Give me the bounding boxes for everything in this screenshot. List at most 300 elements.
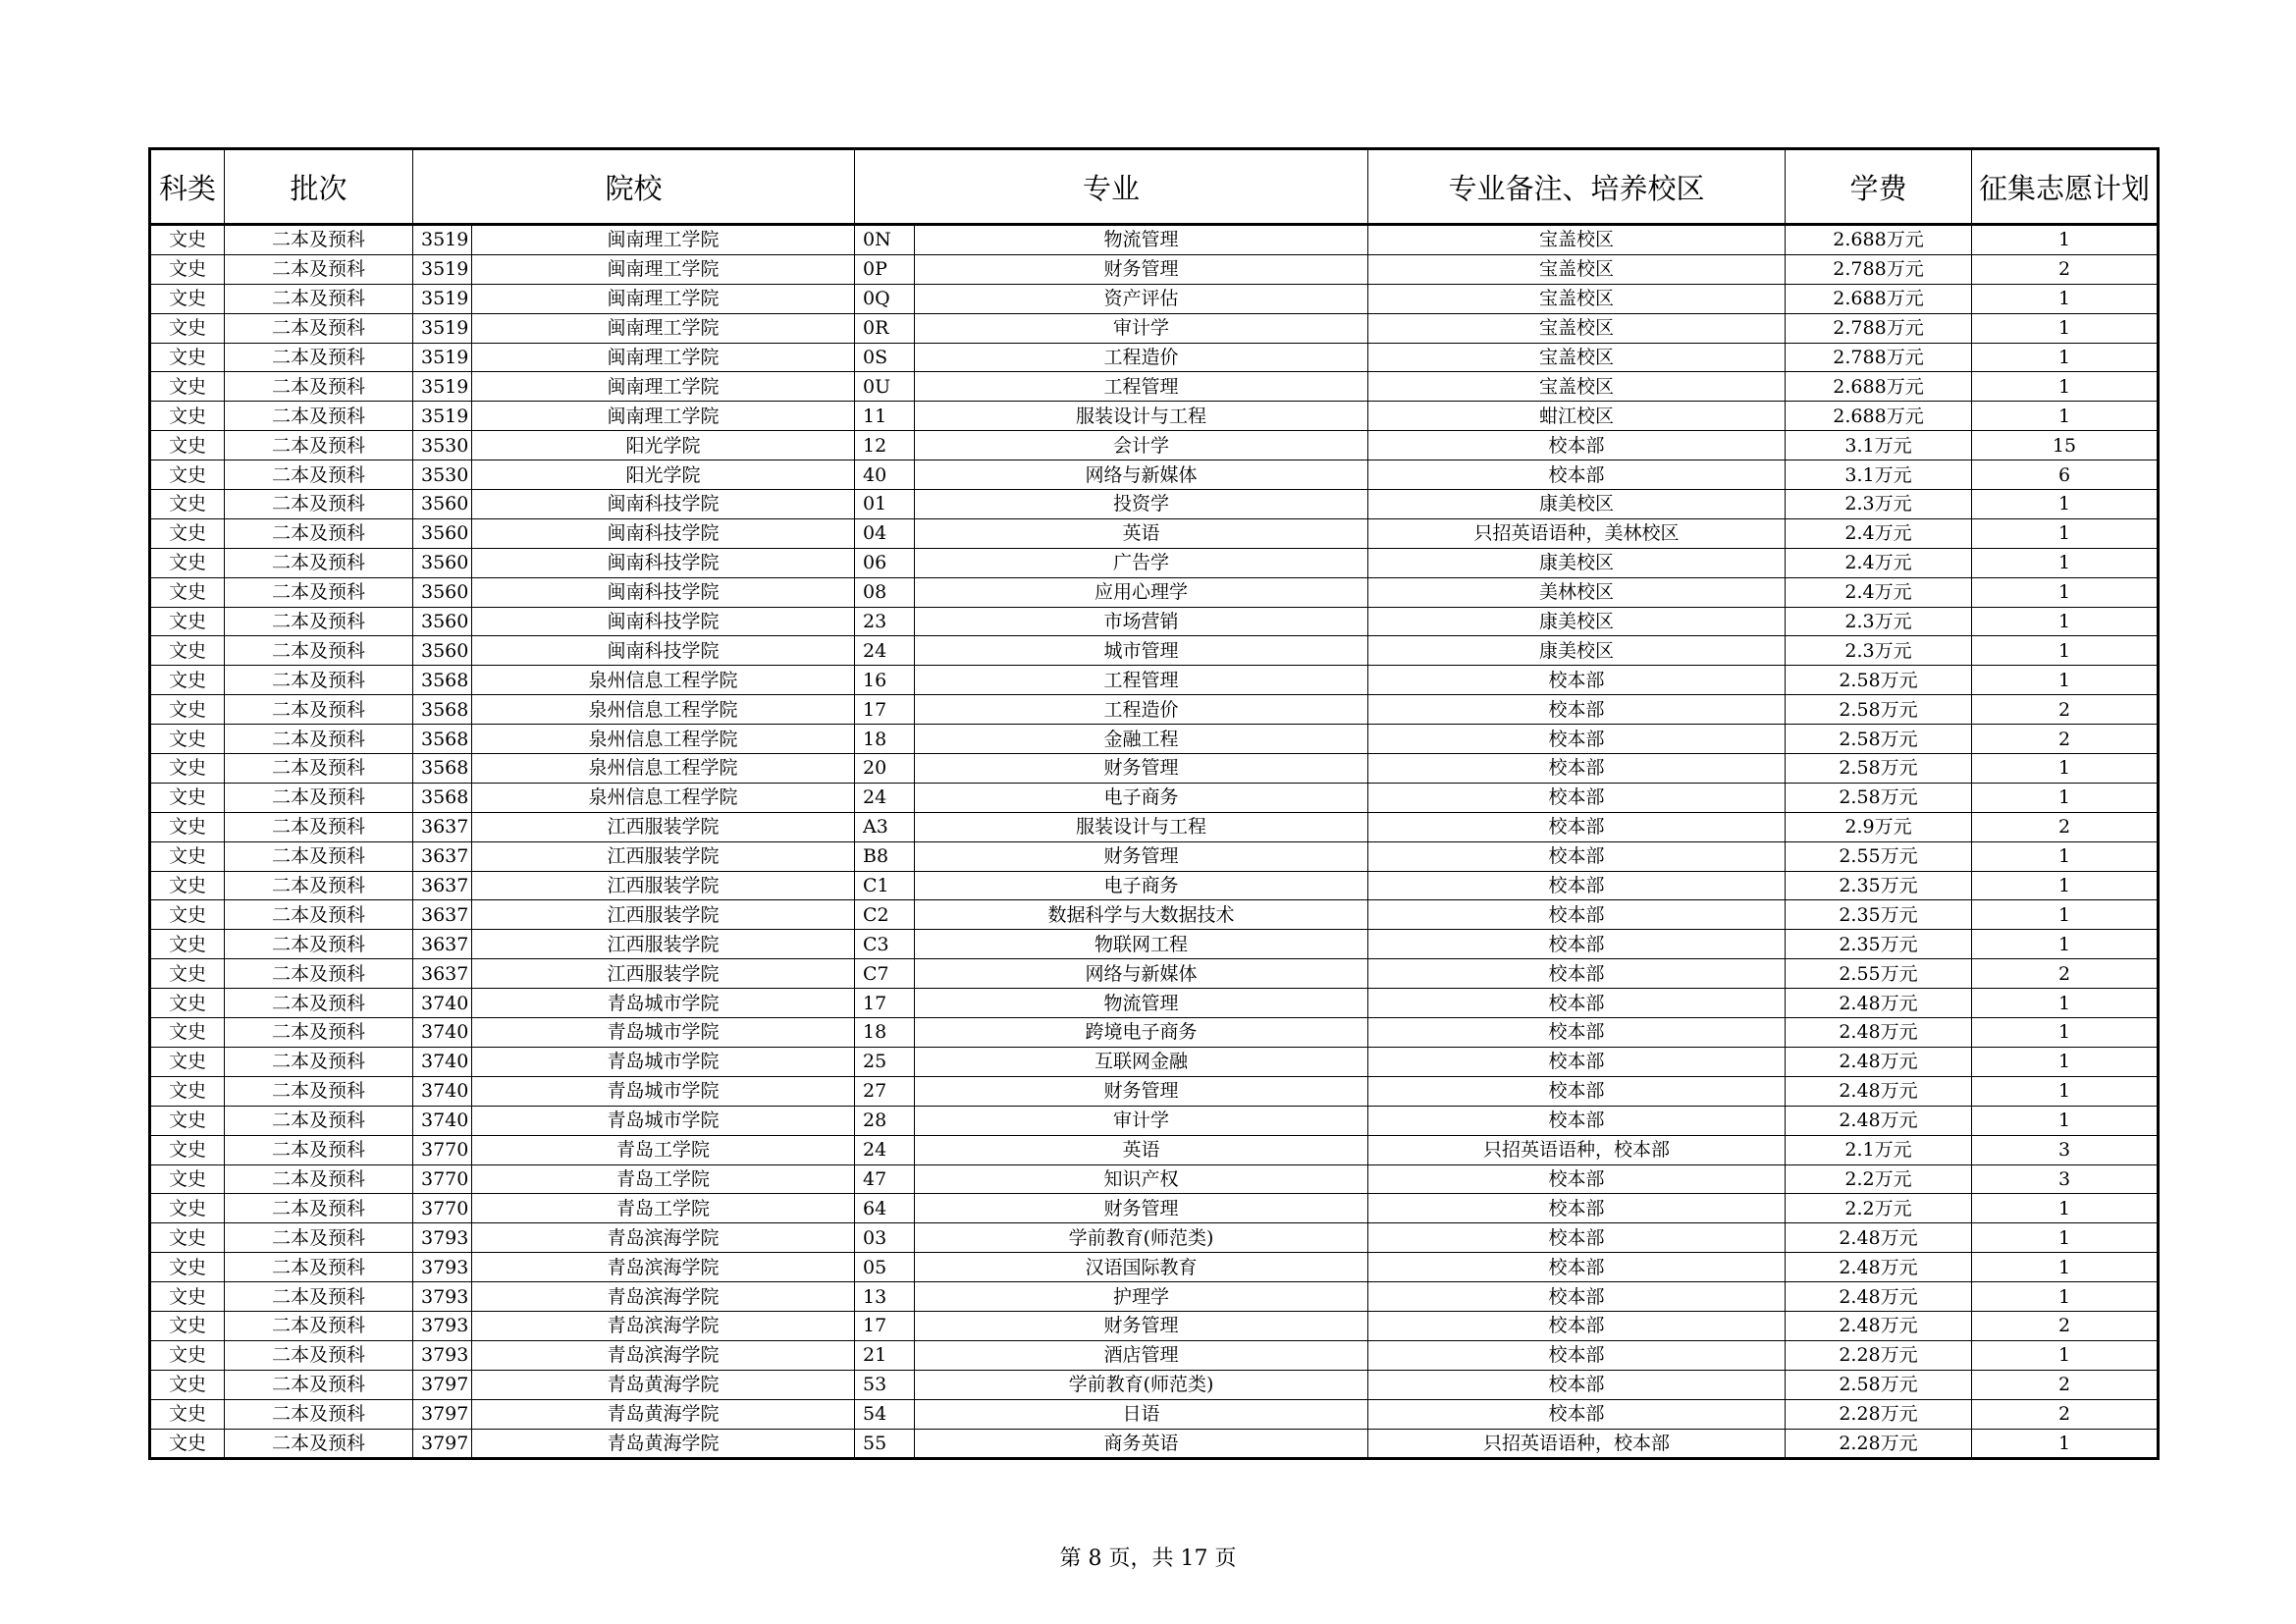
category-cell: 文史 bbox=[150, 754, 225, 784]
college-name-cell: 青岛工学院 bbox=[472, 1164, 855, 1194]
tuition-cell: 2.48万元 bbox=[1786, 1253, 1972, 1282]
major-name-cell: 财务管理 bbox=[915, 1194, 1368, 1223]
major-code-cell: 0Q bbox=[855, 284, 915, 313]
college-code-cell: 3519 bbox=[413, 343, 472, 372]
major-code-cell: 0S bbox=[855, 343, 915, 372]
major-name-cell: 学前教育(师范类) bbox=[915, 1370, 1368, 1399]
major-code-cell: 13 bbox=[855, 1282, 915, 1312]
major-name-cell: 审计学 bbox=[915, 1106, 1368, 1135]
note-cell: 康美校区 bbox=[1368, 636, 1786, 666]
plan-cell: 1 bbox=[1972, 841, 2159, 871]
college-code-cell: 3740 bbox=[413, 1018, 472, 1048]
college-code-cell: 3568 bbox=[413, 725, 472, 754]
major-code-cell: 04 bbox=[855, 518, 915, 548]
category-cell: 文史 bbox=[150, 518, 225, 548]
college-code-cell: 3519 bbox=[413, 372, 472, 402]
major-code-cell: 47 bbox=[855, 1164, 915, 1194]
tuition-cell: 2.48万元 bbox=[1786, 1018, 1972, 1048]
college-code-cell: 3797 bbox=[413, 1399, 472, 1429]
tuition-cell: 2.35万元 bbox=[1786, 871, 1972, 900]
tuition-cell: 2.48万元 bbox=[1786, 1311, 1972, 1340]
tuition-cell: 2.3万元 bbox=[1786, 607, 1972, 636]
tuition-cell: 2.58万元 bbox=[1786, 1370, 1972, 1399]
major-code-cell: 40 bbox=[855, 460, 915, 490]
college-code-cell: 3519 bbox=[413, 284, 472, 313]
note-cell: 宝盖校区 bbox=[1368, 372, 1786, 402]
category-cell: 文史 bbox=[150, 636, 225, 666]
major-name-cell: 物流管理 bbox=[915, 225, 1368, 255]
table-row bbox=[150, 989, 2159, 1018]
note-cell: 校本部 bbox=[1368, 1399, 1786, 1429]
plan-cell: 1 bbox=[1972, 871, 2159, 900]
plan-cell: 1 bbox=[1972, 1076, 2159, 1106]
category-cell: 文史 bbox=[150, 841, 225, 871]
major-name-cell: 工程管理 bbox=[915, 372, 1368, 402]
plan-cell: 1 bbox=[1972, 313, 2159, 343]
note-cell: 校本部 bbox=[1368, 930, 1786, 959]
batch-cell: 二本及预科 bbox=[225, 695, 413, 725]
tuition-cell: 2.688万元 bbox=[1786, 284, 1972, 313]
category-cell: 文史 bbox=[150, 372, 225, 402]
batch-cell: 二本及预科 bbox=[225, 1164, 413, 1194]
note-cell: 校本部 bbox=[1368, 1340, 1786, 1370]
major-code-cell: 27 bbox=[855, 1076, 915, 1106]
category-cell: 文史 bbox=[150, 1223, 225, 1253]
major-code-cell: 24 bbox=[855, 636, 915, 666]
plan-cell: 2 bbox=[1972, 725, 2159, 754]
note-cell: 校本部 bbox=[1368, 871, 1786, 900]
note-cell: 校本部 bbox=[1368, 1164, 1786, 1194]
major-code-cell: 06 bbox=[855, 548, 915, 577]
tuition-cell: 2.28万元 bbox=[1786, 1429, 1972, 1459]
college-name-cell: 青岛工学院 bbox=[472, 1194, 855, 1223]
category-cell: 文史 bbox=[150, 1135, 225, 1164]
plan-cell: 15 bbox=[1972, 431, 2159, 460]
college-name-cell: 闽南科技学院 bbox=[472, 636, 855, 666]
category-cell: 文史 bbox=[150, 725, 225, 754]
table-row bbox=[150, 725, 2159, 754]
plan-cell: 1 bbox=[1972, 1047, 2159, 1076]
college-name-cell: 阳光学院 bbox=[472, 431, 855, 460]
table-row bbox=[150, 959, 2159, 989]
major-code-cell: 11 bbox=[855, 402, 915, 431]
table-row bbox=[150, 402, 2159, 431]
major-name-cell: 跨境电子商务 bbox=[915, 1018, 1368, 1048]
note-cell: 宝盖校区 bbox=[1368, 225, 1786, 255]
college-name-cell: 青岛黄海学院 bbox=[472, 1429, 855, 1459]
category-cell: 文史 bbox=[150, 1253, 225, 1282]
batch-cell: 二本及预科 bbox=[225, 754, 413, 784]
major-name-cell: 投资学 bbox=[915, 490, 1368, 519]
note-cell: 校本部 bbox=[1368, 1223, 1786, 1253]
tuition-cell: 2.3万元 bbox=[1786, 636, 1972, 666]
table-row bbox=[150, 783, 2159, 812]
table-row bbox=[150, 812, 2159, 841]
plan-cell: 1 bbox=[1972, 607, 2159, 636]
note-cell: 校本部 bbox=[1368, 666, 1786, 695]
table-row bbox=[150, 1135, 2159, 1164]
major-name-cell: 数据科学与大数据技术 bbox=[915, 900, 1368, 930]
category-cell: 文史 bbox=[150, 225, 225, 255]
tuition-cell: 2.688万元 bbox=[1786, 372, 1972, 402]
note-cell: 只招英语语种，校本部 bbox=[1368, 1135, 1786, 1164]
tuition-cell: 2.58万元 bbox=[1786, 754, 1972, 784]
note-cell: 康美校区 bbox=[1368, 548, 1786, 577]
college-name-cell: 闽南理工学院 bbox=[472, 402, 855, 431]
college-name-cell: 青岛工学院 bbox=[472, 1135, 855, 1164]
plan-cell: 1 bbox=[1972, 284, 2159, 313]
category-cell: 文史 bbox=[150, 812, 225, 841]
table-row bbox=[150, 695, 2159, 725]
note-cell: 宝盖校区 bbox=[1368, 254, 1786, 284]
plan-cell: 1 bbox=[1972, 1018, 2159, 1048]
plan-cell: 3 bbox=[1972, 1164, 2159, 1194]
major-name-cell: 英语 bbox=[915, 518, 1368, 548]
table-row bbox=[150, 900, 2159, 930]
table-row bbox=[150, 490, 2159, 519]
note-cell: 校本部 bbox=[1368, 1253, 1786, 1282]
major-name-cell: 电子商务 bbox=[915, 871, 1368, 900]
plan-cell: 1 bbox=[1972, 1223, 2159, 1253]
category-cell: 文史 bbox=[150, 431, 225, 460]
category-cell: 文史 bbox=[150, 1194, 225, 1223]
tuition-cell: 2.9万元 bbox=[1786, 812, 1972, 841]
table-row bbox=[150, 225, 2159, 255]
college-name-cell: 江西服装学院 bbox=[472, 900, 855, 930]
tuition-cell: 2.48万元 bbox=[1786, 1076, 1972, 1106]
tuition-cell: 2.35万元 bbox=[1786, 930, 1972, 959]
major-code-cell: 18 bbox=[855, 725, 915, 754]
plan-cell: 2 bbox=[1972, 695, 2159, 725]
note-cell: 校本部 bbox=[1368, 1076, 1786, 1106]
note-cell: 校本部 bbox=[1368, 1311, 1786, 1340]
plan-cell: 6 bbox=[1972, 460, 2159, 490]
major-name-cell: 城市管理 bbox=[915, 636, 1368, 666]
major-name-cell: 网络与新媒体 bbox=[915, 460, 1368, 490]
table-row bbox=[150, 1164, 2159, 1194]
college-name-cell: 青岛城市学院 bbox=[472, 1106, 855, 1135]
batch-cell: 二本及预科 bbox=[225, 254, 413, 284]
tuition-cell: 2.48万元 bbox=[1786, 1106, 1972, 1135]
batch-cell: 二本及预科 bbox=[225, 783, 413, 812]
plan-cell: 1 bbox=[1972, 1282, 2159, 1312]
tuition-cell: 2.1万元 bbox=[1786, 1135, 1972, 1164]
college-code-cell: 3740 bbox=[413, 1047, 472, 1076]
category-cell: 文史 bbox=[150, 313, 225, 343]
note-cell: 蚶江校区 bbox=[1368, 402, 1786, 431]
major-name-cell: 商务英语 bbox=[915, 1429, 1368, 1459]
batch-cell: 二本及预科 bbox=[225, 666, 413, 695]
major-name-cell: 互联网金融 bbox=[915, 1047, 1368, 1076]
batch-cell: 二本及预科 bbox=[225, 225, 413, 255]
college-code-cell: 3530 bbox=[413, 460, 472, 490]
category-cell: 文史 bbox=[150, 254, 225, 284]
note-cell: 校本部 bbox=[1368, 754, 1786, 784]
college-name-cell: 闽南理工学院 bbox=[472, 372, 855, 402]
college-name-cell: 泉州信息工程学院 bbox=[472, 725, 855, 754]
batch-cell: 二本及预科 bbox=[225, 1253, 413, 1282]
batch-cell: 二本及预科 bbox=[225, 959, 413, 989]
college-name-cell: 闽南理工学院 bbox=[472, 284, 855, 313]
plan-cell: 1 bbox=[1972, 783, 2159, 812]
table-row bbox=[150, 607, 2159, 636]
table-row bbox=[150, 1340, 2159, 1370]
note-cell: 校本部 bbox=[1368, 725, 1786, 754]
plan-cell: 1 bbox=[1972, 900, 2159, 930]
category-cell: 文史 bbox=[150, 695, 225, 725]
batch-cell: 二本及预科 bbox=[225, 372, 413, 402]
tuition-cell: 2.2万元 bbox=[1786, 1164, 1972, 1194]
page-footer: 第 8 页，共 17 页 bbox=[1059, 1546, 1237, 1571]
major-name-cell: 财务管理 bbox=[915, 254, 1368, 284]
category-cell: 文史 bbox=[150, 490, 225, 519]
major-code-cell: 17 bbox=[855, 695, 915, 725]
major-code-cell: 54 bbox=[855, 1399, 915, 1429]
plan-cell: 1 bbox=[1972, 372, 2159, 402]
tuition-cell: 2.788万元 bbox=[1786, 254, 1972, 284]
batch-cell: 二本及预科 bbox=[225, 431, 413, 460]
college-name-cell: 青岛滨海学院 bbox=[472, 1253, 855, 1282]
batch-cell: 二本及预科 bbox=[225, 989, 413, 1018]
college-name-cell: 闽南理工学院 bbox=[472, 225, 855, 255]
category-cell: 文史 bbox=[150, 1311, 225, 1340]
table-row bbox=[150, 1047, 2159, 1076]
major-name-cell: 财务管理 bbox=[915, 1076, 1368, 1106]
major-name-cell: 工程管理 bbox=[915, 666, 1368, 695]
plan-cell: 1 bbox=[1972, 666, 2159, 695]
category-cell: 文史 bbox=[150, 1018, 225, 1048]
batch-cell: 二本及预科 bbox=[225, 1282, 413, 1312]
plan-cell: 3 bbox=[1972, 1135, 2159, 1164]
college-code-cell: 3793 bbox=[413, 1311, 472, 1340]
category-cell: 文史 bbox=[150, 871, 225, 900]
table-body bbox=[150, 225, 2159, 1459]
batch-cell: 二本及预科 bbox=[225, 402, 413, 431]
plan-cell: 1 bbox=[1972, 754, 2159, 784]
college-code-cell: 3637 bbox=[413, 841, 472, 871]
category-cell: 文史 bbox=[150, 1429, 225, 1459]
tuition-cell: 2.55万元 bbox=[1786, 959, 1972, 989]
category-cell: 文史 bbox=[150, 1164, 225, 1194]
college-code-cell: 3740 bbox=[413, 1106, 472, 1135]
category-cell: 文史 bbox=[150, 548, 225, 577]
college-name-cell: 闽南理工学院 bbox=[472, 343, 855, 372]
note-cell: 校本部 bbox=[1368, 841, 1786, 871]
batch-cell: 二本及预科 bbox=[225, 1399, 413, 1429]
tuition-cell: 2.4万元 bbox=[1786, 577, 1972, 607]
tuition-cell: 2.48万元 bbox=[1786, 1223, 1972, 1253]
tuition-cell: 2.3万元 bbox=[1786, 490, 1972, 519]
note-cell: 校本部 bbox=[1368, 431, 1786, 460]
plan-cell: 2 bbox=[1972, 1370, 2159, 1399]
tuition-cell: 3.1万元 bbox=[1786, 431, 1972, 460]
college-code-cell: 3740 bbox=[413, 1076, 472, 1106]
note-cell: 校本部 bbox=[1368, 900, 1786, 930]
category-cell: 文史 bbox=[150, 1282, 225, 1312]
tuition-cell: 2.4万元 bbox=[1786, 548, 1972, 577]
category-cell: 文史 bbox=[150, 284, 225, 313]
batch-cell: 二本及预科 bbox=[225, 577, 413, 607]
category-cell: 文史 bbox=[150, 460, 225, 490]
category-cell: 文史 bbox=[150, 959, 225, 989]
college-name-cell: 阳光学院 bbox=[472, 460, 855, 490]
note-cell: 校本部 bbox=[1368, 783, 1786, 812]
plan-cell: 1 bbox=[1972, 989, 2159, 1018]
college-name-cell: 青岛滨海学院 bbox=[472, 1282, 855, 1312]
major-name-cell: 财务管理 bbox=[915, 754, 1368, 784]
college-code-cell: 3560 bbox=[413, 548, 472, 577]
plan-cell: 2 bbox=[1972, 1311, 2159, 1340]
college-code-cell: 3797 bbox=[413, 1429, 472, 1459]
major-code-cell: 0R bbox=[855, 313, 915, 343]
note-cell: 校本部 bbox=[1368, 1282, 1786, 1312]
college-name-cell: 闽南科技学院 bbox=[472, 548, 855, 577]
header-plan: 征集志愿计划 bbox=[1972, 149, 2159, 225]
college-code-cell: 3568 bbox=[413, 754, 472, 784]
college-code-cell: 3740 bbox=[413, 989, 472, 1018]
note-cell: 校本部 bbox=[1368, 460, 1786, 490]
plan-cell: 1 bbox=[1972, 930, 2159, 959]
note-cell: 校本部 bbox=[1368, 1047, 1786, 1076]
batch-cell: 二本及预科 bbox=[225, 518, 413, 548]
college-name-cell: 青岛黄海学院 bbox=[472, 1370, 855, 1399]
note-cell: 只招英语语种，校本部 bbox=[1368, 1429, 1786, 1459]
note-cell: 校本部 bbox=[1368, 695, 1786, 725]
college-name-cell: 青岛黄海学院 bbox=[472, 1399, 855, 1429]
table-row bbox=[150, 841, 2159, 871]
plan-cell: 2 bbox=[1972, 1399, 2159, 1429]
major-code-cell: 53 bbox=[855, 1370, 915, 1399]
college-name-cell: 江西服装学院 bbox=[472, 930, 855, 959]
college-code-cell: 3560 bbox=[413, 518, 472, 548]
college-code-cell: 3770 bbox=[413, 1135, 472, 1164]
college-name-cell: 泉州信息工程学院 bbox=[472, 783, 855, 812]
college-code-cell: 3519 bbox=[413, 225, 472, 255]
major-code-cell: 25 bbox=[855, 1047, 915, 1076]
category-cell: 文史 bbox=[150, 783, 225, 812]
major-code-cell: 55 bbox=[855, 1429, 915, 1459]
table-row bbox=[150, 313, 2159, 343]
major-code-cell: 0U bbox=[855, 372, 915, 402]
note-cell: 校本部 bbox=[1368, 989, 1786, 1018]
note-cell: 只招英语语种，美林校区 bbox=[1368, 518, 1786, 548]
plan-cell: 1 bbox=[1972, 577, 2159, 607]
college-name-cell: 青岛滨海学院 bbox=[472, 1311, 855, 1340]
college-code-cell: 3637 bbox=[413, 871, 472, 900]
major-code-cell: 05 bbox=[855, 1253, 915, 1282]
college-name-cell: 江西服装学院 bbox=[472, 871, 855, 900]
batch-cell: 二本及预科 bbox=[225, 930, 413, 959]
major-code-cell: 01 bbox=[855, 490, 915, 519]
batch-cell: 二本及预科 bbox=[225, 1076, 413, 1106]
tuition-cell: 2.2万元 bbox=[1786, 1194, 1972, 1223]
major-code-cell: 18 bbox=[855, 1018, 915, 1048]
category-cell: 文史 bbox=[150, 1076, 225, 1106]
category-cell: 文史 bbox=[150, 1340, 225, 1370]
plan-cell: 1 bbox=[1972, 636, 2159, 666]
note-cell: 校本部 bbox=[1368, 812, 1786, 841]
table-row bbox=[150, 871, 2159, 900]
batch-cell: 二本及预科 bbox=[225, 460, 413, 490]
tuition-cell: 2.58万元 bbox=[1786, 783, 1972, 812]
college-name-cell: 泉州信息工程学院 bbox=[472, 695, 855, 725]
college-name-cell: 青岛城市学院 bbox=[472, 1018, 855, 1048]
note-cell: 康美校区 bbox=[1368, 607, 1786, 636]
batch-cell: 二本及预科 bbox=[225, 812, 413, 841]
batch-cell: 二本及预科 bbox=[225, 1047, 413, 1076]
college-name-cell: 青岛滨海学院 bbox=[472, 1223, 855, 1253]
note-cell: 康美校区 bbox=[1368, 490, 1786, 519]
college-name-cell: 江西服装学院 bbox=[472, 959, 855, 989]
major-name-cell: 服装设计与工程 bbox=[915, 812, 1368, 841]
batch-cell: 二本及预科 bbox=[225, 1135, 413, 1164]
college-name-cell: 闽南科技学院 bbox=[472, 490, 855, 519]
table-row bbox=[150, 254, 2159, 284]
table-row bbox=[150, 431, 2159, 460]
table-row bbox=[150, 372, 2159, 402]
plan-cell: 1 bbox=[1972, 343, 2159, 372]
major-name-cell: 日语 bbox=[915, 1399, 1368, 1429]
college-code-cell: 3637 bbox=[413, 930, 472, 959]
table-row bbox=[150, 1253, 2159, 1282]
tuition-cell: 2.58万元 bbox=[1786, 725, 1972, 754]
major-name-cell: 金融工程 bbox=[915, 725, 1368, 754]
major-name-cell: 网络与新媒体 bbox=[915, 959, 1368, 989]
table-row bbox=[150, 636, 2159, 666]
category-cell: 文史 bbox=[150, 607, 225, 636]
table-row bbox=[150, 460, 2159, 490]
college-name-cell: 闽南科技学院 bbox=[472, 577, 855, 607]
college-code-cell: 3560 bbox=[413, 636, 472, 666]
plan-cell: 1 bbox=[1972, 1253, 2159, 1282]
college-code-cell: 3568 bbox=[413, 783, 472, 812]
major-code-cell: 16 bbox=[855, 666, 915, 695]
batch-cell: 二本及预科 bbox=[225, 1018, 413, 1048]
major-name-cell: 英语 bbox=[915, 1135, 1368, 1164]
plan-cell: 1 bbox=[1972, 548, 2159, 577]
note-cell: 校本部 bbox=[1368, 1194, 1786, 1223]
note-cell: 宝盖校区 bbox=[1368, 313, 1786, 343]
major-name-cell: 服装设计与工程 bbox=[915, 402, 1368, 431]
header-category: 科类 bbox=[150, 149, 225, 225]
batch-cell: 二本及预科 bbox=[225, 490, 413, 519]
college-code-cell: 3637 bbox=[413, 900, 472, 930]
batch-cell: 二本及预科 bbox=[225, 313, 413, 343]
plan-cell: 1 bbox=[1972, 490, 2159, 519]
major-code-cell: 23 bbox=[855, 607, 915, 636]
major-name-cell: 学前教育(师范类) bbox=[915, 1223, 1368, 1253]
college-name-cell: 江西服装学院 bbox=[472, 841, 855, 871]
batch-cell: 二本及预科 bbox=[225, 841, 413, 871]
header-batch: 批次 bbox=[225, 149, 413, 225]
tuition-cell: 2.58万元 bbox=[1786, 695, 1972, 725]
category-cell: 文史 bbox=[150, 1370, 225, 1399]
plan-cell: 1 bbox=[1972, 1340, 2159, 1370]
college-code-cell: 3560 bbox=[413, 490, 472, 519]
college-name-cell: 青岛城市学院 bbox=[472, 1047, 855, 1076]
table-row bbox=[150, 1076, 2159, 1106]
category-cell: 文史 bbox=[150, 930, 225, 959]
tuition-cell: 2.28万元 bbox=[1786, 1399, 1972, 1429]
table-row bbox=[150, 548, 2159, 577]
plan-cell: 2 bbox=[1972, 812, 2159, 841]
category-cell: 文史 bbox=[150, 989, 225, 1018]
note-cell: 宝盖校区 bbox=[1368, 343, 1786, 372]
note-cell: 校本部 bbox=[1368, 1018, 1786, 1048]
tuition-cell: 2.4万元 bbox=[1786, 518, 1972, 548]
major-code-cell: 24 bbox=[855, 783, 915, 812]
category-cell: 文史 bbox=[150, 1047, 225, 1076]
